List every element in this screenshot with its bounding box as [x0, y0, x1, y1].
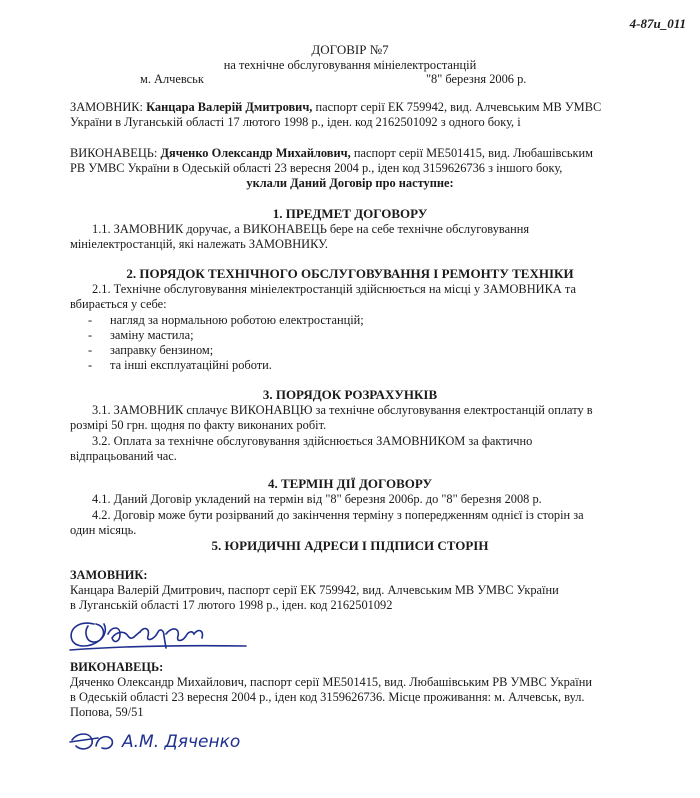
section-3-p1-line2: розмірі 50 грн. щодня по факту виконаних робіт.	[70, 418, 327, 432]
contract-title: ДОГОВІР №7	[311, 42, 389, 57]
contractor-handwritten-name: А.М. Дяченко	[122, 732, 241, 752]
section-2-p1-line1: 2.1. Технічне обслуговування мініелектростанцій здійснюється на місці у ЗАМОВНИКА та	[92, 282, 576, 296]
agreement-statement: уклали Даний Договір про наступне:	[246, 176, 454, 190]
section-4-p2-line1: 4.2. Договір може бути розірваний до закінчення терміну з попередженням однієї із сторін за	[92, 508, 584, 522]
contract-subtitle: на технічне обслуговування мініелектростанцій	[223, 58, 477, 72]
customer-block-line1: Канцара Валерій Дмитрович, паспорт серії ЕК 759942, вид. Алчевським МВ УМВС України	[70, 583, 559, 597]
customer-block-line2: в Луганській області 17 лютого 1998 р., іден. код 2162501092	[70, 598, 393, 612]
contractor-signature	[68, 722, 298, 762]
list-item: - та інші експлуатаційні роботи.	[88, 358, 272, 372]
section-4-heading: 4. ТЕРМІН ДІЇ ДОГОВОРУ	[267, 476, 433, 491]
contract-date: "8" березня 2006 р.	[426, 72, 527, 86]
customer-intro-rest: паспорт серії ЕК 759942, вид. Алчевським МВ УМВС	[315, 100, 602, 114]
section-5-heading: 5. ЮРИДИЧНІ АДРЕСИ І ПІДПИСИ СТОРІН	[211, 538, 489, 553]
section-2-heading: 2. ПОРЯДОК ТЕХНІЧНОГО ОБСЛУГОВУВАННЯ І РЕМОНТУ ТЕХНІКИ	[126, 266, 574, 281]
contractor-block-line1: Дяченко Олександр Михайлович, паспорт серії МЕ501415, вид. Любашівським РВ УМВС України	[70, 675, 593, 689]
list-item: - заправку бензином;	[88, 343, 214, 357]
list-item: - заміну мастила;	[88, 328, 194, 342]
document-code: 4-87и_011	[629, 16, 686, 31]
maintenance-list	[88, 313, 364, 373]
section-2-p1-line2: вбирається у себе:	[70, 297, 167, 311]
section-3-p1-line1: 3.1. ЗАМОВНИК сплачує ВИКОНАВЦЮ за технічне обслуговування електростанцій оплату в	[92, 403, 593, 417]
contractor-intro-label: ВИКОНАВЕЦЬ:	[70, 146, 158, 160]
contractor-block-label: ВИКОНАВЕЦЬ:	[70, 660, 164, 674]
contractor-block-line3: Попова, 59/51	[70, 705, 144, 719]
section-3-p2-line2: відпрацьований час.	[70, 449, 177, 463]
customer-signature	[64, 612, 254, 658]
section-3-heading: 3. ПОРЯДОК РОЗРАХУНКІВ	[262, 387, 438, 402]
section-1-p1-line2: мініелектростанцій, які належать ЗАМОВНИКУ.	[70, 237, 328, 251]
contract-city: м. Алчевськ	[140, 72, 204, 86]
list-item: - нагляд за нормальною роботою електростанцій;	[88, 313, 364, 327]
contractor-intro-name: Дяченко Олександр Михайлович,	[160, 146, 351, 160]
customer-intro-line1	[70, 100, 601, 115]
section-3-p2-line1: 3.2. Оплата за технічне обслуговування здійснюється ЗАМОВНИКОМ за фактично	[92, 434, 533, 448]
customer-intro-label: ЗАМОВНИК:	[70, 100, 143, 114]
section-4-p2-line2: один місяць.	[70, 523, 137, 537]
contractor-intro-line1	[70, 146, 593, 161]
section-1-p1-line1: 1.1. ЗАМОВНИК доручає, а ВИКОНАВЕЦЬ бере на себе технічне обслуговування	[92, 222, 530, 236]
customer-block-label: ЗАМОВНИК:	[70, 568, 148, 582]
contractor-intro-rest: паспорт серії МЕ501415, вид. Любашівським	[353, 146, 593, 160]
section-4-p1: 4.1. Даний Договір укладений на термін від "8" березня 2006р. до "8" березня 2008 р.	[92, 492, 542, 506]
customer-intro-name: Канцара Валерій Дмитрович,	[146, 100, 313, 114]
customer-intro-line2: України в Луганській області 17 лютого 1998 р., іден. код 2162501092 з одного боку, і	[70, 115, 521, 129]
contractor-block-line2: в Одеській області 23 вересня 2004 р., іден код 3159626736. Місце проживання: м. Алчевськ, вул.	[70, 690, 585, 704]
section-1-heading: 1. ПРЕДМЕТ ДОГОВОРУ	[272, 206, 428, 221]
contractor-intro-line2: РВ УМВС України в Одеській області 23 вересня 2004 р., іден код 3159626736 з іншого боку,	[70, 161, 563, 175]
